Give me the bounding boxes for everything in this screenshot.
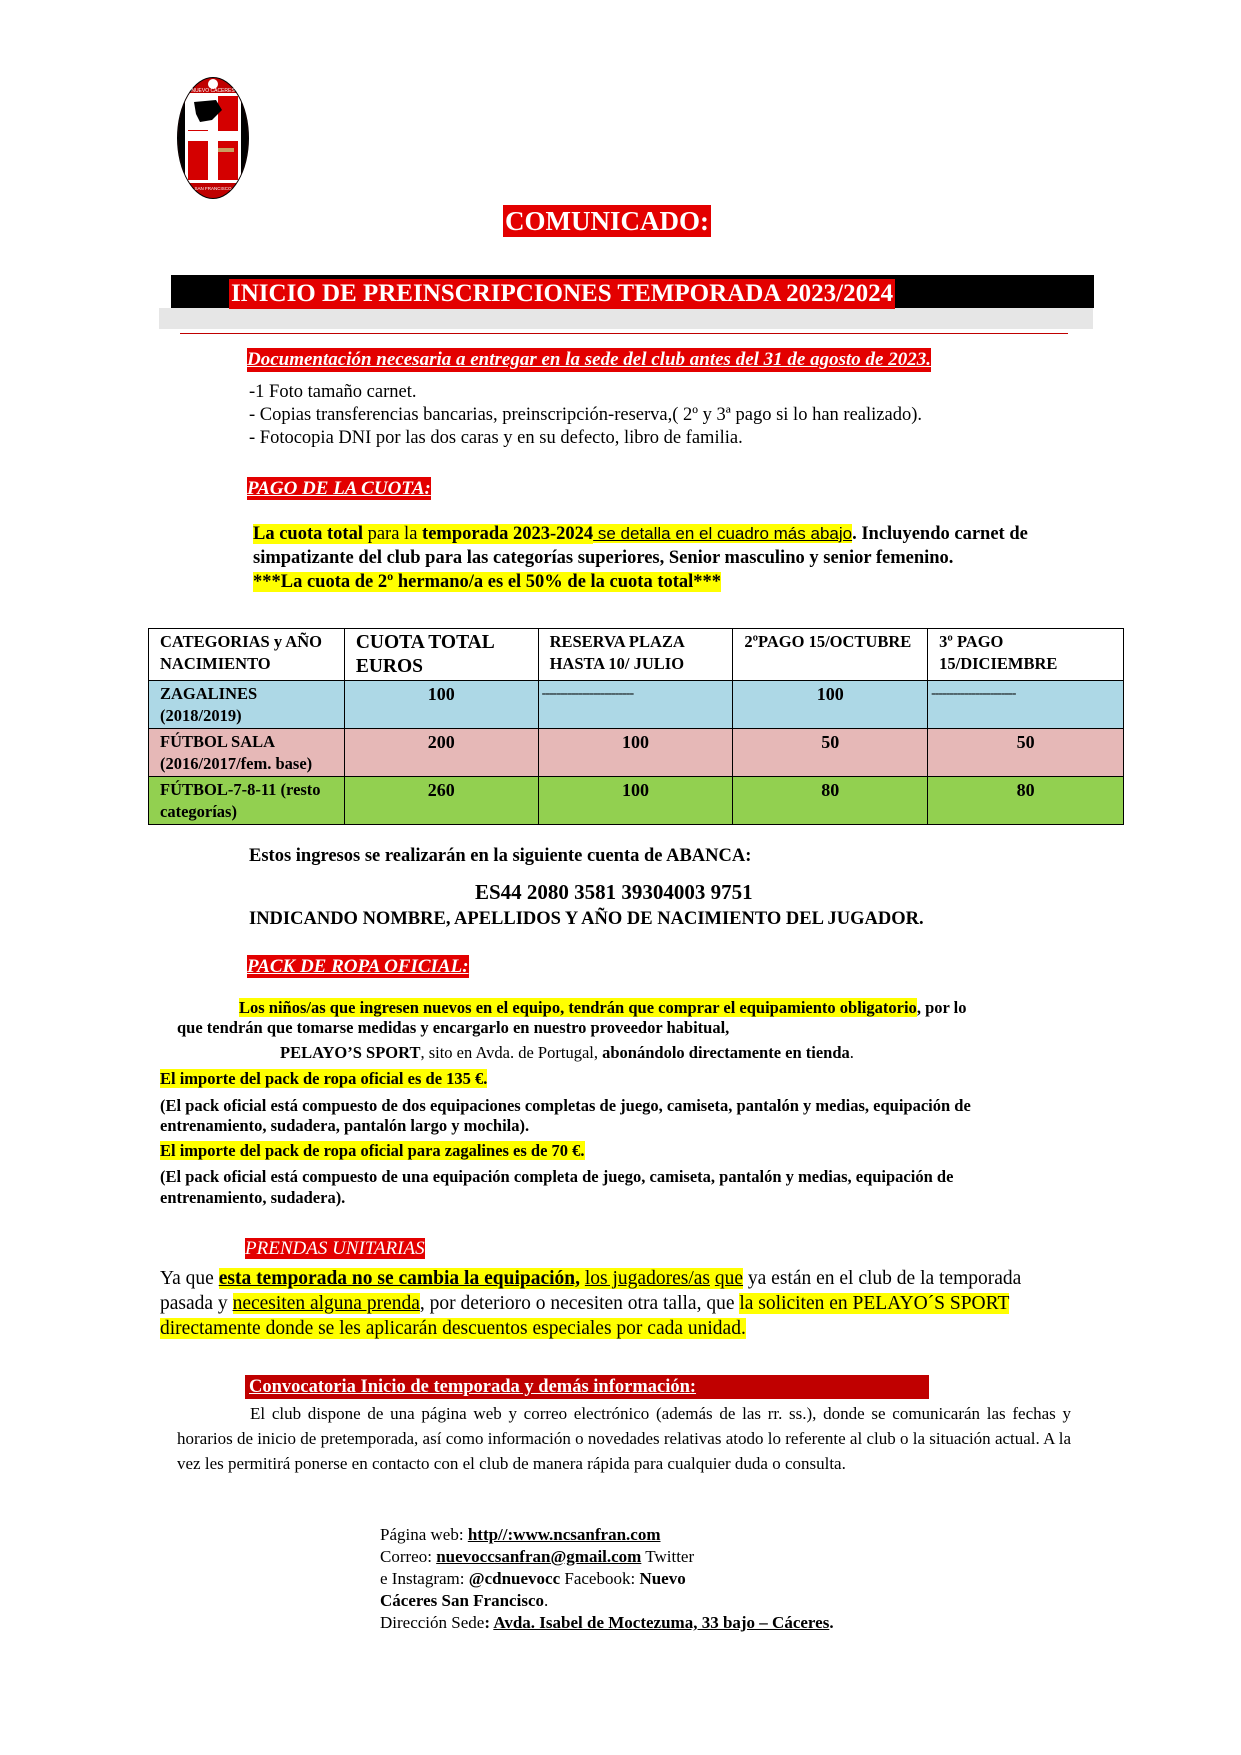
crest-top-text: NUEVO CÁCERES — [191, 88, 235, 94]
cell-total: 260 — [344, 777, 538, 825]
web-label: Página web: — [380, 1525, 468, 1544]
facebook-line — [380, 1590, 548, 1612]
ingresos-text: Estos ingresos se realizarán en la siguiente cuenta de ABANCA: — [249, 846, 752, 866]
indicando-text: INDICANDO NOMBRE, APELLIDOS Y AÑO DE NACIMIENTO DEL JUGADOR. — [249, 909, 924, 929]
doc-item: - Fotocopia DNI por las dos caras y en su defecto, libro de familia. — [249, 428, 743, 448]
comunicado-heading: COMUNICADO: — [505, 206, 709, 236]
cuota-total-text: La cuota total — [253, 524, 363, 544]
desc-2b: entrenamiento, sudadera). — [160, 1188, 346, 1207]
colon: : — [484, 1613, 494, 1632]
desc-1a: (El pack oficial está compuesto de dos equipaciones completas de juego, camiseta, pantalón y medias, equipación de — [160, 1096, 971, 1115]
doc-item: - Copias transferencias bancarias, preinscripción-reserva,( 2º y 3ª pago si lo han realizado). — [249, 405, 922, 425]
cell-reserva: ------------------------- — [538, 681, 733, 729]
prendas-highlight: los jugadores/as — [584, 1268, 710, 1289]
cell-categoria: FÚTBOL-7-8-11 (resto categorías) — [149, 777, 345, 825]
cell-2-pago: 50 — [733, 729, 928, 777]
title-grey-shadow — [159, 308, 1093, 329]
cell-3-pago: ----------------------- — [928, 681, 1124, 729]
prendas-highlight: necesiten alguna prenda — [232, 1293, 420, 1314]
convocatoria-heading: Convocatoria Inicio de temporada y demás información: — [249, 1377, 697, 1397]
prendas-text: Ya que — [160, 1268, 219, 1289]
pack-heading: PACK DE ROPA OFICIAL: — [247, 956, 469, 977]
cell-total: 100 — [344, 681, 538, 729]
email-link[interactable]: nuevoccsanfran@gmail.com — [436, 1547, 642, 1566]
facebook-name[interactable]: Nuevo — [639, 1569, 686, 1588]
pack-line-1 — [239, 997, 966, 1018]
convocatoria-paragraph: El club dispone de una página web y correo electrónico (además de las rr. ss.), donde se comunicarán las fechas y horarios de inicio de pretemporada, así como información o novedades relativas atodo lo referente al club o la situación actual. A la vez les permitirá ponerse en contacto con el club de manera rápida para cualquier duda o consulta. — [177, 1404, 1071, 1473]
fees-table — [148, 628, 1124, 825]
correo-line — [380, 1546, 694, 1568]
cell-reserva: 100 — [538, 729, 733, 777]
abono-text: abonándolo directamente en tienda — [602, 1043, 850, 1062]
facebook-label: Facebook: — [560, 1569, 640, 1588]
hermano-text: ***La cuota de 2º hermano/a es el 50% de la cuota total*** — [253, 572, 722, 592]
period: . — [849, 1043, 854, 1062]
period: . — [829, 1613, 834, 1632]
cuota-text: para la — [362, 524, 423, 544]
cell-2-pago: 80 — [733, 777, 928, 825]
cuota-line-1 — [253, 522, 1028, 546]
importe-2-text: El importe del pack de ropa oficial para zagalines es de 70 €. — [160, 1141, 585, 1160]
cell-3-pago: 80 — [928, 777, 1124, 825]
prendas-highlight: esta temporada no se cambia la equipación, — [218, 1268, 580, 1289]
importe-2 — [160, 1140, 585, 1161]
cell-total: 200 — [344, 729, 538, 777]
prendas-line-3 — [160, 1316, 746, 1341]
web-line — [380, 1524, 661, 1546]
header-cuota-total: CUOTA TOTAL EUROS — [344, 629, 538, 681]
desc-1b: entrenamiento, sudadera, pantalón largo y mochila). — [160, 1116, 530, 1135]
desc-2a: (El pack oficial está compuesto de una equipación completa de juego, camiseta, pantalón y medias, equipación de — [160, 1167, 954, 1186]
prendas-highlight: que — [714, 1268, 744, 1289]
prendas-line-2 — [160, 1291, 1009, 1316]
detalle-text: se detalla en el cuadro más abajo — [593, 524, 853, 543]
direccion-label: Dirección Sede — [380, 1613, 485, 1632]
table-row — [149, 777, 1124, 825]
prendas-label: PRENDAS UNITARIAS — [245, 1238, 425, 1259]
insta-handle[interactable]: @cdnuevocc — [468, 1569, 561, 1588]
importe-1 — [160, 1068, 487, 1089]
prendas-heading — [245, 1237, 425, 1260]
cell-categoria: ZAGALINES (2018/2019) — [149, 681, 345, 729]
club-crest-logo — [176, 76, 250, 200]
pack-text: , por lo — [916, 998, 967, 1017]
pack-line-3 — [280, 1042, 854, 1063]
header-3-pago: 3º PAGO 15/DICIEMBRE — [928, 629, 1124, 681]
pago-heading: PAGO DE LA CUOTA: — [247, 478, 431, 499]
facebook-name-cont: Cáceres San Francisco — [380, 1591, 544, 1610]
prendas-text: , por deterioro o necesiten otra talla, que — [419, 1293, 740, 1314]
prendas-text: ya están en el club de la temporada — [743, 1268, 1022, 1289]
cuota-line-3 — [253, 570, 721, 594]
insta-line — [380, 1568, 686, 1590]
period: . — [544, 1591, 549, 1610]
doc-item: -1 Foto tamaño carnet. — [249, 382, 417, 402]
title-divider — [180, 333, 1068, 334]
header-reserva: RESERVA PLAZA HASTA 10/ JULIO — [538, 629, 733, 681]
iban-number: ES44 2080 3581 39304003 9751 — [475, 880, 753, 904]
web-link[interactable]: http//:www.ncsanfran.com — [467, 1525, 661, 1544]
proveedor-name: PELAYO’S SPORT — [280, 1043, 421, 1062]
carnet-text: . Incluyendo carnet de — [852, 524, 1028, 544]
table-header-row — [149, 629, 1124, 681]
documentacion-heading: Documentación necesaria a entregar en la sede del club antes del 31 de agosto de 2023. — [247, 349, 931, 370]
temporada-text: temporada 2023-2024 — [422, 524, 594, 544]
table-row — [149, 681, 1124, 729]
prendas-text: pasada y — [160, 1293, 233, 1314]
direccion-value: Avda. Isabel de Moctezuma, 33 bajo – Cáceres — [493, 1613, 830, 1632]
cell-3-pago: 50 — [928, 729, 1124, 777]
twitter-label: Twitter — [641, 1547, 695, 1566]
prendas-line-1 — [160, 1266, 1021, 1291]
header-2-pago: 2ºPAGO 15/OCTUBRE — [733, 629, 928, 681]
page-title: INICIO DE PREINSCRIPCIONES TEMPORADA 2023/2024 — [231, 280, 894, 307]
proveedor-address: , sito en Avda. de Portugal, — [420, 1043, 603, 1062]
header-categorias: CATEGORIAS y AÑO NACIMIENTO — [149, 629, 345, 681]
pack-highlight: Los niños/as que ingresen nuevos en el equipo, tendrán que comprar el equipamiento obligatorio — [239, 998, 917, 1017]
prendas-highlight: directamente donde se les aplicarán descuentos especiales por cada unidad. — [160, 1318, 746, 1339]
cell-2-pago: 100 — [733, 681, 928, 729]
crest-bottom-text: SAN FRANCISCO — [194, 186, 232, 191]
importe-1-text: El importe del pack de ropa oficial es de 135 €. — [160, 1069, 488, 1088]
insta-label: e Instagram: — [380, 1569, 469, 1588]
table-row — [149, 729, 1124, 777]
cell-categoria: FÚTBOL SALA (2016/2017/fem. base) — [149, 729, 345, 777]
direccion-line — [380, 1612, 834, 1634]
correo-label: Correo: — [380, 1547, 437, 1566]
cell-reserva: 100 — [538, 777, 733, 825]
prendas-highlight: la soliciten en PELAYO´S SPORT — [739, 1293, 1010, 1314]
cuota-line-2: simpatizante del club para las categorías superiores, Senior masculino y senior femenino. — [253, 548, 954, 568]
pack-line-2: que tendrán que tomarse medidas y encargarlo en nuestro proveedor habitual, — [177, 1018, 730, 1037]
